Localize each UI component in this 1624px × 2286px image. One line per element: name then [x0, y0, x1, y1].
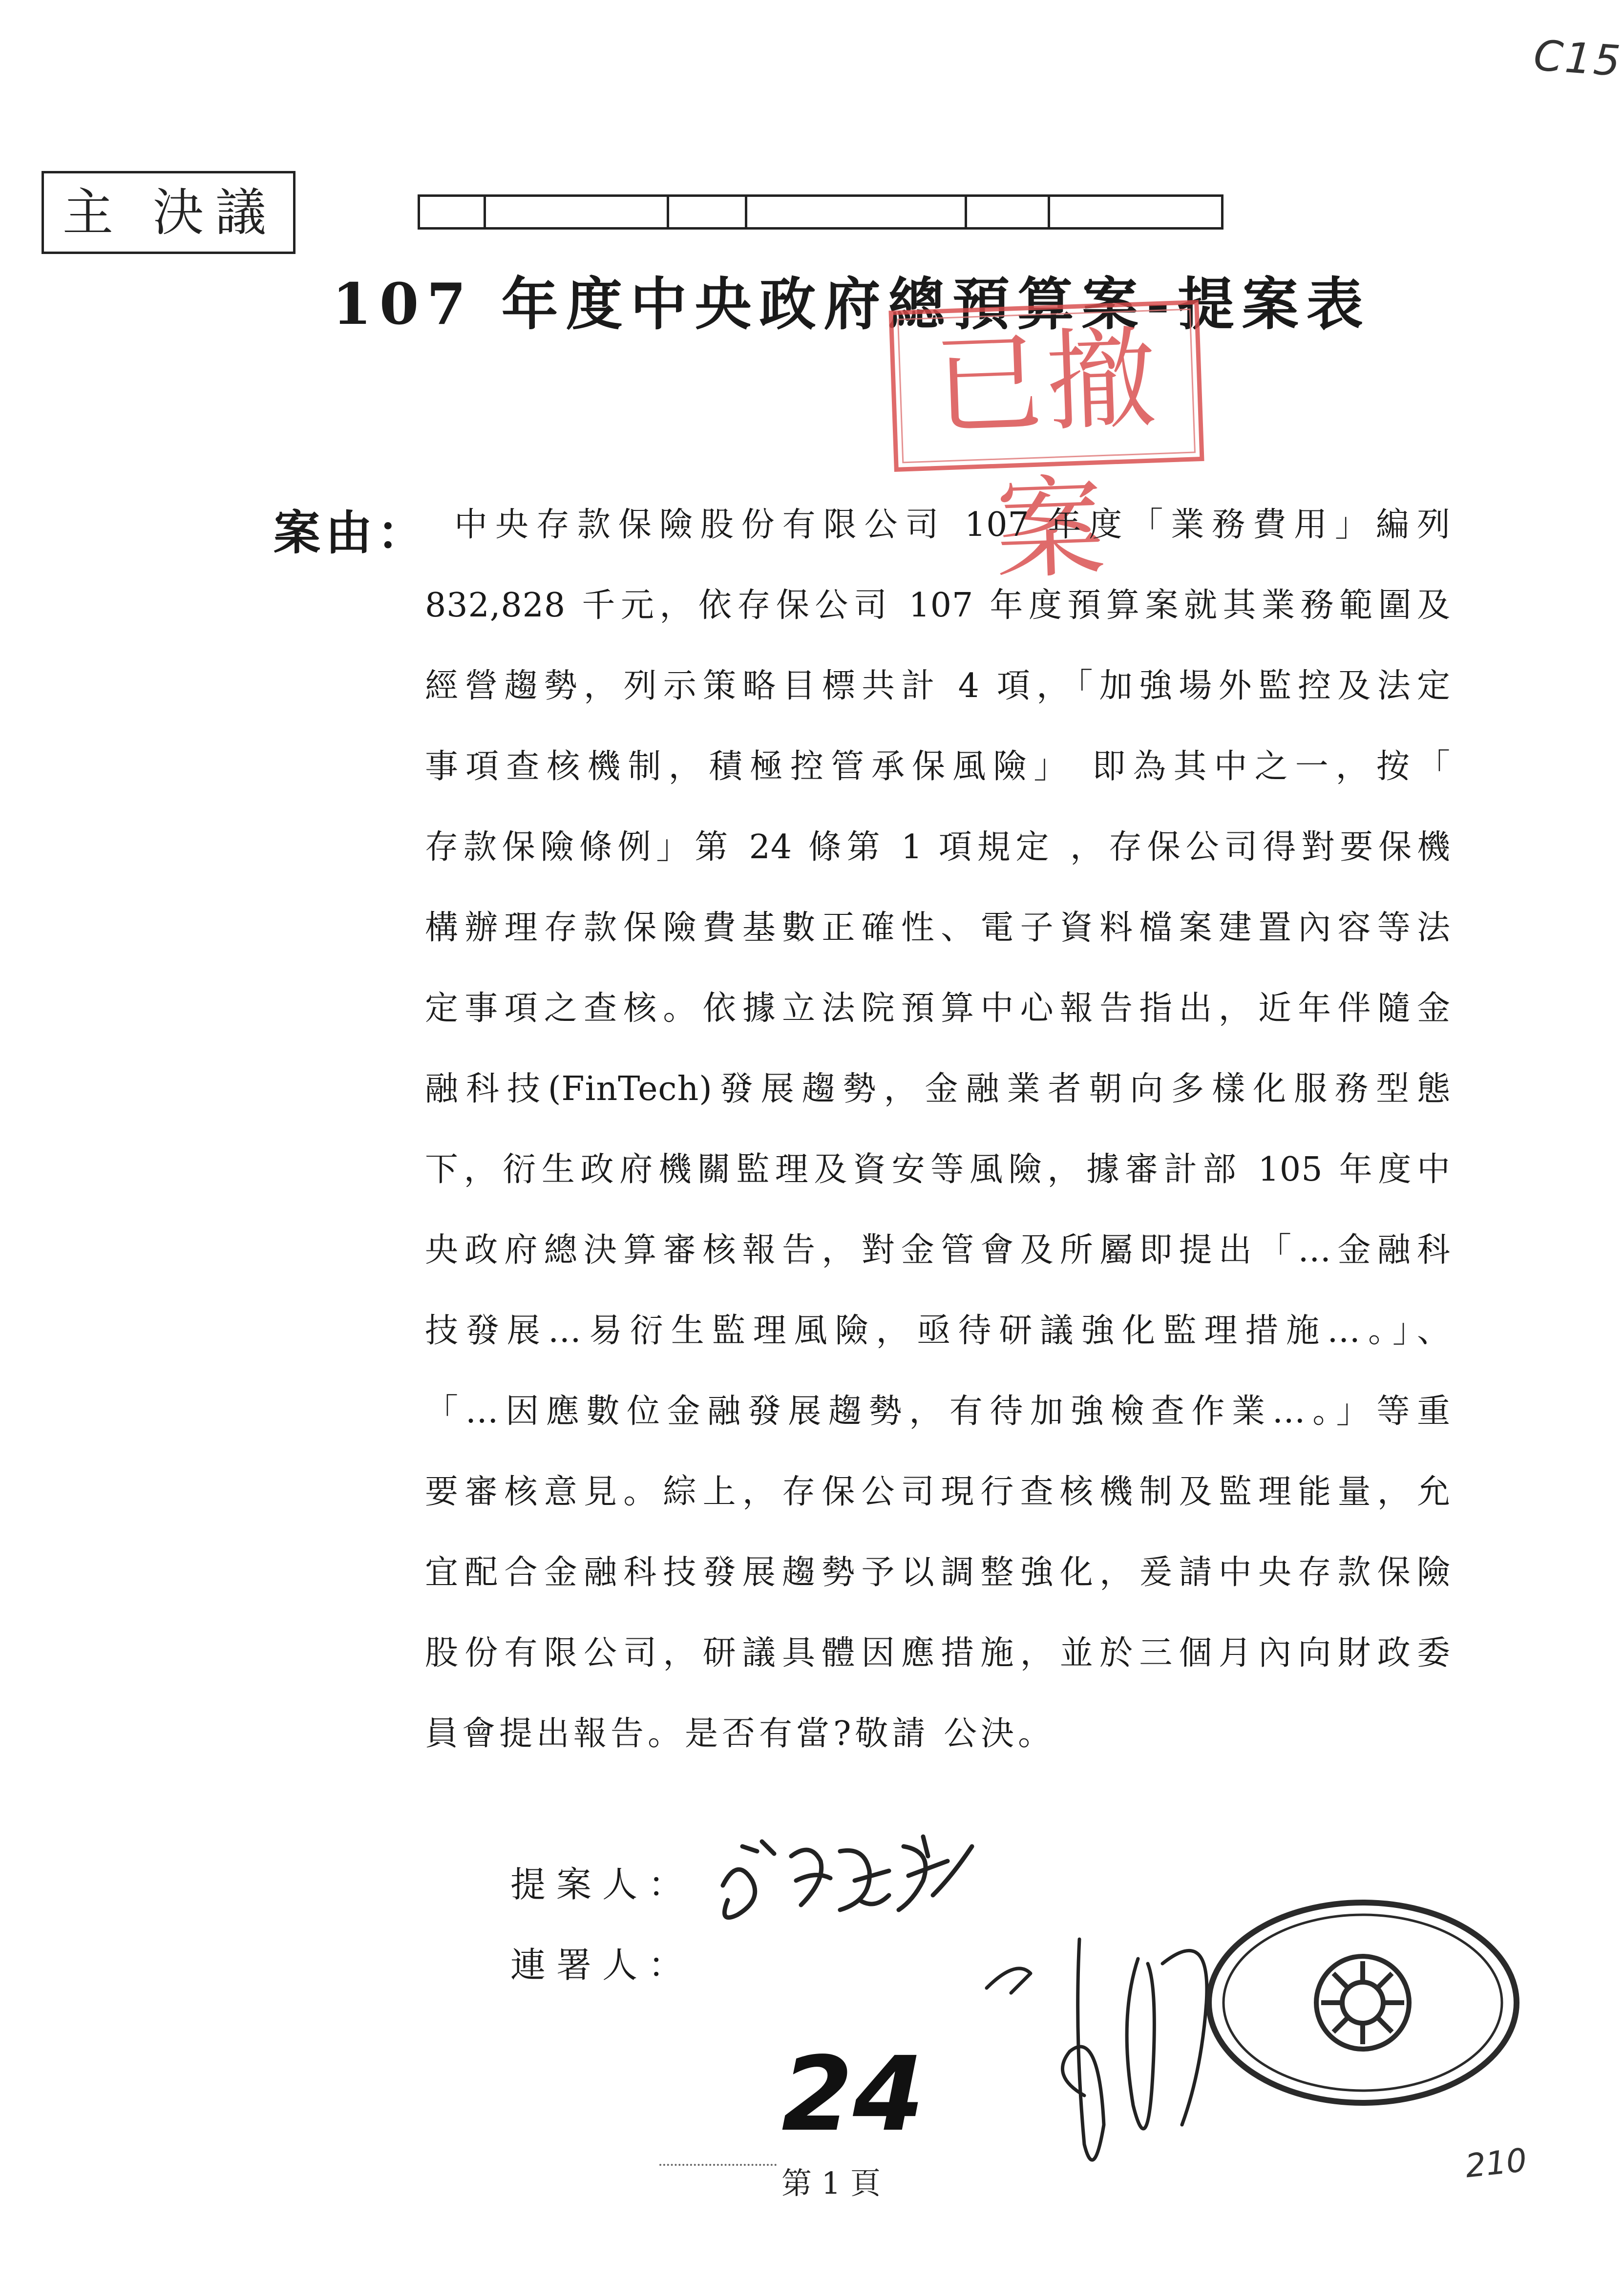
body-line: 存款保險條例」第 24 條第 1 項規定 ，存保公司得對要保機 — [425, 828, 1451, 867]
body-line: 下，衍生政府機關監理及資安等風險，據審計部 105 年度中 — [425, 1150, 1451, 1189]
body-line: 定事項之查核。依據立法院預算中心報告指出，近年伴隨金 — [425, 989, 1451, 1028]
document-title: 107 年度中央政府總預算案-提案表 — [332, 271, 1371, 338]
caucus-seal — [1202, 1895, 1524, 2110]
page-number: 第 1 頁 — [781, 2165, 881, 2201]
body-line: 中央存款保險股份有限公司 107 年度「業務費用」編列 — [454, 506, 1451, 544]
body-line: 經營趨勢，列示策略目標共計 4 項，「加強場外監控及法定 — [425, 667, 1451, 705]
number-box — [747, 197, 967, 227]
body-line: 要審核意見。綜上，存保公司現行查核機制及監理能量，允 — [425, 1473, 1451, 1511]
body-line: 「…因應數位金融發展趨勢，有待加強檢查作業…。」等重 — [425, 1392, 1451, 1431]
corner-code: C15 — [1532, 31, 1624, 86]
number-box — [420, 197, 486, 227]
document-type-label: 主 決議 — [42, 171, 295, 254]
body-line: 構辦理存款保險費基數正確性、電子資料檔案建置內容等法 — [425, 909, 1451, 947]
proposer-signature — [713, 1827, 987, 1939]
handwritten-number-text: 24 — [781, 2034, 925, 2154]
body-line: 832,828 千元，依存保公司 107 年度預算案就其業務範圍及 — [425, 586, 1451, 625]
body-line: 事項查核機制，積極控管承保風險」 即為其中之一，按「 — [425, 747, 1451, 786]
withdrawn-stamp: 已撤案 — [888, 300, 1204, 472]
body-line: 技發展…易衍生監理風險，亟待研議強化監理措施…。」、 — [425, 1312, 1451, 1350]
number-boxes — [418, 194, 1223, 230]
footer-dots — [659, 2164, 777, 2166]
bottom-note: 210 — [1463, 2141, 1529, 2185]
handwritten-number — [777, 2034, 925, 2154]
reason-heading: 案由： — [274, 505, 429, 560]
body-line: 宜配合金融科技發展趨勢予以調整強化，爰請中央存款保險 — [425, 1553, 1451, 1592]
body-line: 央政府總決算審核報告，對金管會及所屬即提出「…金融科 — [425, 1231, 1451, 1270]
cosigner-signature — [977, 1920, 1231, 2193]
body-line: 員會提出報告。是否有當?敬請 公決。 — [425, 1714, 1055, 1753]
body-line: 融科技(FinTech)發展趨勢，金融業者朝向多樣化服務型態 — [425, 1070, 1451, 1108]
number-box — [967, 197, 1050, 227]
number-box — [1050, 197, 1221, 227]
number-box — [669, 197, 747, 227]
number-box — [486, 197, 669, 227]
body-line: 股份有限公司，研議具體因應措施，並於三個月內向財政委 — [425, 1634, 1451, 1672]
cosigner-label: 連署人： — [510, 1945, 695, 1986]
proposer-label: 提案人： — [510, 1864, 695, 1905]
